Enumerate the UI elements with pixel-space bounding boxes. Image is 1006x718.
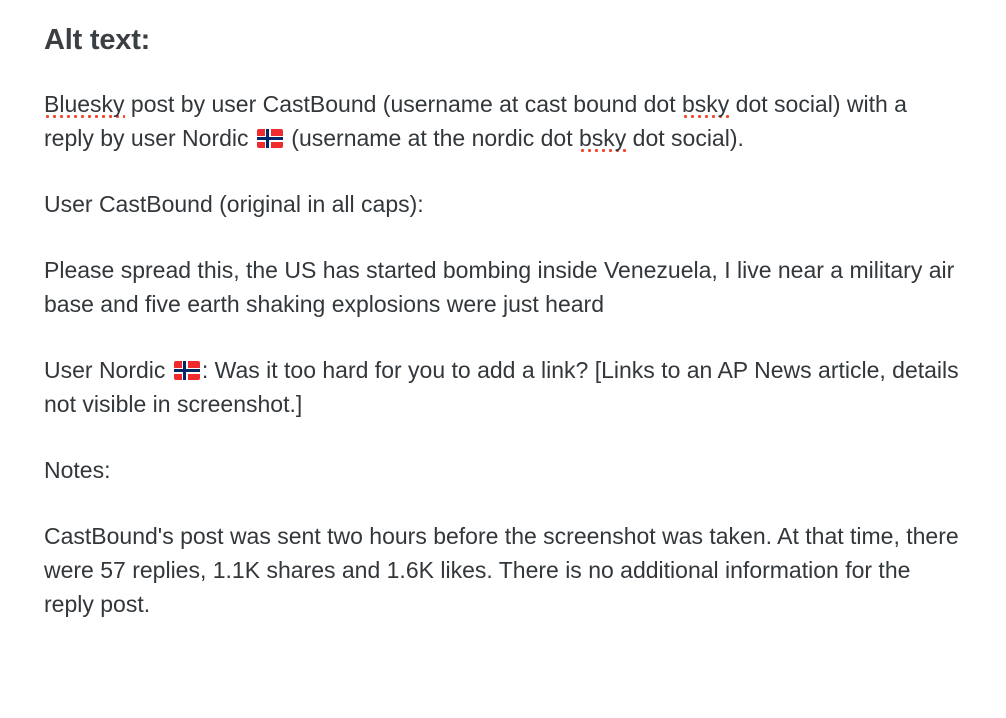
misspelled-word[interactable]: bsky bbox=[578, 125, 627, 151]
norway-flag-icon bbox=[174, 361, 200, 380]
document-body bbox=[44, 87, 962, 621]
misspelled-word[interactable]: Bluesky bbox=[44, 91, 125, 117]
paragraph-notes-label: Notes: bbox=[44, 457, 111, 483]
paragraph-castbound-post: Please spread this, the US has started bombing inside Venezuela, I live near a military air base and five earth shaking explosions were just heard bbox=[44, 257, 955, 317]
paragraph-castbound-label: User CastBound (original in all caps): bbox=[44, 191, 424, 217]
page-title: Alt text: bbox=[44, 24, 151, 56]
paragraph-intro: Bluesky post by user CastBound (username at cast bound dot bsky dot social) with a reply by user Nordic (username at the nordic dot bsky dot social). bbox=[44, 91, 907, 151]
norway-flag-icon bbox=[257, 129, 283, 148]
paragraph-nordic-reply: User Nordic : Was it too hard for you to add a link? [Links to an AP News article, details not visible in screenshot.] bbox=[44, 357, 959, 417]
paragraph-notes-body: CastBound's post was sent two hours before the screenshot was taken. At that time, there were 57 replies, 1.1K shares and 1.6K likes. There is no additional information for the reply post. bbox=[44, 523, 959, 617]
misspelled-word[interactable]: bsky bbox=[681, 91, 730, 117]
